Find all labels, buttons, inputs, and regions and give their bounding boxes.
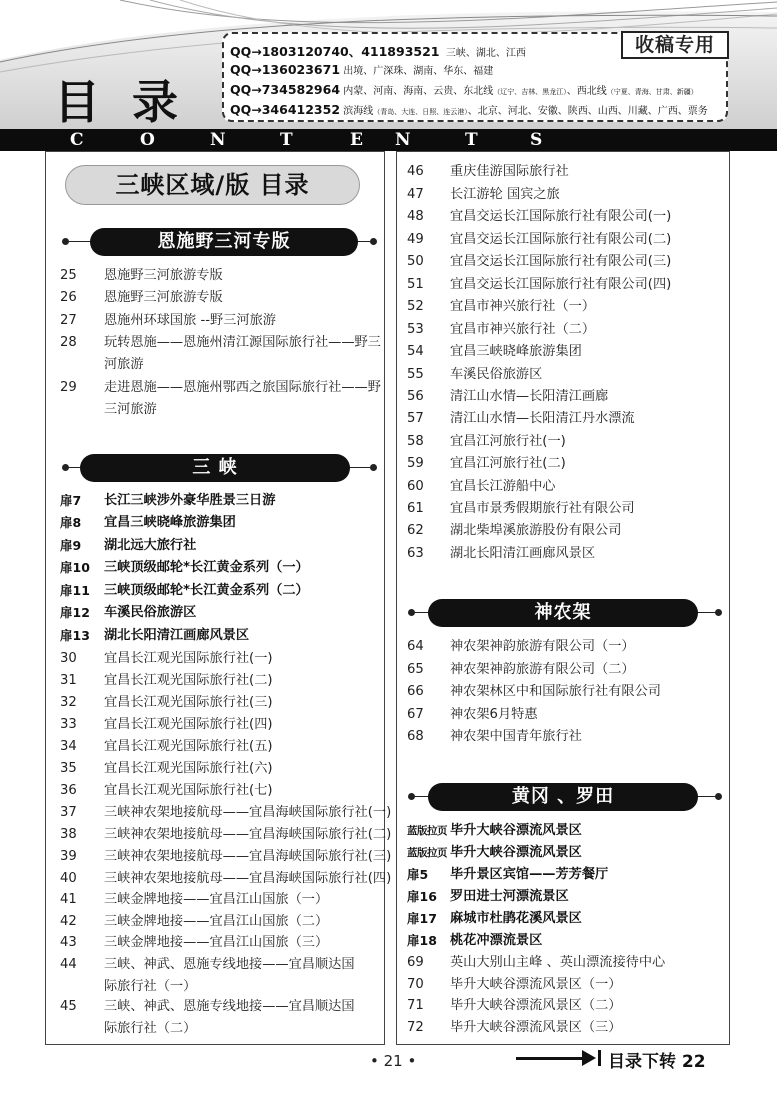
- qq-number: 1803120740、411893521: [261, 44, 440, 59]
- entry-title: 神农架6月特惠: [450, 707, 538, 722]
- bullet-dot: [715, 793, 722, 800]
- entry-title: 湖北长阳清江画廊风景区: [104, 628, 250, 643]
- page-number: 66: [407, 684, 424, 699]
- page-number: 扉5: [407, 867, 429, 882]
- qq-regions-detail: （辽宁、吉林、黑龙江）: [493, 88, 567, 96]
- entry-title: 宜昌长江观光国际旅行社(六): [104, 761, 273, 776]
- entry-title: 重庆佳游国际旅行社: [450, 164, 569, 179]
- page-number: 44: [60, 957, 77, 972]
- entry-title: 玩转恩施——恩施州清江源国际旅行社——野三: [104, 335, 381, 350]
- entry-title: 清江山水情—长阳清江丹水漂流: [450, 411, 635, 426]
- bullet-dot: [370, 464, 377, 471]
- page-number: 51: [407, 277, 424, 292]
- section-title: 神农架: [428, 599, 698, 627]
- page-number: 37: [60, 805, 77, 820]
- entry-title: 宜昌市景秀假期旅行社有限公司: [450, 501, 635, 516]
- page-number: 45: [60, 999, 77, 1014]
- section-title: 黄冈 、罗田: [428, 783, 698, 811]
- page-number: 64: [407, 639, 424, 654]
- entry-title-continued: 三河旅游: [104, 402, 157, 417]
- entry-title-continued: 际旅行社（二）: [104, 1021, 197, 1036]
- page-number: 61: [407, 501, 424, 516]
- entry-title: 宜昌交运长江国际旅行社有限公司(四): [450, 277, 672, 292]
- page-number: 54: [407, 344, 424, 359]
- page-number: 28: [60, 335, 77, 350]
- qq-regions-detail: （宁夏、青海、甘肃、新疆）: [606, 88, 698, 96]
- entry-title: 宜昌交运长江国际旅行社有限公司(一): [450, 209, 672, 224]
- page-number: 扉13: [60, 628, 90, 643]
- entry-title: 宜昌长江观光国际旅行社(三): [104, 695, 273, 710]
- entry-title: 三峡金牌地接——宜昌江山国旅（二）: [104, 914, 329, 929]
- qq-line: [230, 82, 698, 97]
- page-header: [0, 0, 777, 152]
- entry-title: 宜昌江河旅行社(二): [450, 456, 566, 471]
- entry-title: 宜昌三峡晓峰旅游集团: [450, 344, 582, 359]
- page-number: 55: [407, 367, 424, 382]
- entry-title: 宜昌江河旅行社(一): [450, 434, 566, 449]
- main-heading: 三峡区域/版 目录: [65, 165, 360, 205]
- qq-regions-more: 、北京、河北、安徽、陕西、山西、川藏、广西、票务: [467, 106, 708, 117]
- page-number: 26: [60, 290, 77, 305]
- entry-title: 宜昌交运长江国际旅行社有限公司(三): [450, 254, 672, 269]
- page-number: 42: [60, 914, 77, 929]
- page-number: 60: [407, 479, 424, 494]
- entry-title: 恩施野三河旅游专版: [104, 268, 223, 283]
- page-number: 46: [407, 164, 424, 179]
- entry-title: 宜昌长江观光国际旅行社(七): [104, 783, 273, 798]
- qq-label: QQ→: [230, 102, 262, 117]
- contents-letter: C: [70, 130, 84, 150]
- entry-title: 麻城市杜鹃花溪风景区: [450, 911, 582, 926]
- qq-line: [230, 42, 526, 60]
- page-number: 63: [407, 546, 424, 561]
- page-number: 30: [60, 651, 77, 666]
- contents-letter: E: [350, 130, 363, 150]
- entry-title: 恩施州环球国旅 --野三河旅游: [104, 313, 276, 328]
- arrow-line: [516, 1057, 586, 1060]
- entry-title-continued: 际旅行社（一）: [104, 979, 197, 994]
- entry-title: 毕升大峡谷漂流风景区（二）: [450, 998, 622, 1013]
- page-number-footer: • 21 •: [370, 1052, 417, 1070]
- entry-title: 车溪民俗旅游区: [104, 605, 197, 620]
- page-number: 扉9: [60, 538, 82, 553]
- entry-title: 长江三峡涉外豪华胜景三日游: [104, 493, 276, 508]
- contents-letter: N: [395, 130, 411, 150]
- entry-title: 宜昌长江游船中心: [450, 479, 556, 494]
- entry-title: 宜昌市神兴旅行社（二）: [450, 322, 596, 337]
- contents-letter: N: [210, 130, 226, 150]
- page-number: 34: [60, 739, 77, 754]
- arrow-stop-bar: [598, 1050, 601, 1066]
- page-number: 52: [407, 299, 424, 314]
- entry-title: 神农架神韵旅游有限公司（一）: [450, 639, 635, 654]
- contents-letter: O: [140, 130, 155, 150]
- entry-title: 英山大别山主峰 、英山漂流接待中心: [450, 955, 666, 970]
- qq-line: [230, 62, 493, 77]
- contents-letter: S: [530, 130, 543, 150]
- entry-title: 长江游轮 国宾之旅: [450, 187, 560, 202]
- page-number: 65: [407, 662, 424, 677]
- page-number: 48: [407, 209, 424, 224]
- page-number: 62: [407, 523, 424, 538]
- entry-title: 三峡金牌地接——宜昌江山国旅（三）: [104, 935, 329, 950]
- entry-title: 宜昌市神兴旅行社（一）: [450, 299, 596, 314]
- contents-letter: T: [465, 130, 478, 150]
- entry-title: 湖北长阳清江画廊风景区: [450, 546, 596, 561]
- section-header-enshi: [58, 228, 380, 256]
- entry-title: 宜昌长江观光国际旅行社(二): [104, 673, 273, 688]
- qq-number: 734582964: [261, 82, 341, 97]
- entry-title: 罗田进士河漂流景区: [450, 889, 569, 904]
- entry-title: 神农架林区中和国际旅行社有限公司: [450, 684, 661, 699]
- entry-title: 三峡神农架地接航母——宜昌海峡国际旅行社(一): [104, 805, 392, 820]
- section-header-sanxia: [58, 454, 380, 482]
- page-number: 40: [60, 871, 77, 886]
- entry-title: 毕升大峡谷漂流风景区（三）: [450, 1020, 622, 1035]
- section-header-shennongjia: [404, 599, 726, 627]
- section-header-huanggang: [404, 783, 726, 811]
- qq-label: QQ→: [230, 62, 262, 77]
- qq-regions-more: 、西北线: [566, 86, 607, 97]
- page-title: 目 录: [54, 75, 187, 129]
- entry-title: 毕升大峡谷漂流风景区: [450, 845, 582, 860]
- page-number: 35: [60, 761, 77, 776]
- page-number: 扉16: [407, 889, 437, 904]
- entry-title: 三峡神农架地接航母——宜昌海峡国际旅行社(三): [104, 849, 392, 864]
- page-number: 49: [407, 232, 424, 247]
- qq-number: 346412352: [261, 102, 341, 117]
- page-number: 47: [407, 187, 424, 202]
- entry-title: 恩施野三河旅游专版: [104, 290, 223, 305]
- page-number: 扉8: [60, 515, 82, 530]
- entry-title: 毕升大峡谷漂流风景区: [450, 823, 582, 838]
- entry-title: 三峡金牌地接——宜昌江山国旅（一）: [104, 892, 329, 907]
- continue-label: 目录下转 22: [608, 1052, 706, 1072]
- entry-title: 毕升大峡谷漂流风景区（一）: [450, 977, 622, 992]
- section-title: 恩施野三河专版: [90, 228, 358, 256]
- bullet-dot: [370, 238, 377, 245]
- page-number: 70: [407, 977, 424, 992]
- page-number: 69: [407, 955, 424, 970]
- page-number: 扉7: [60, 493, 82, 508]
- entry-title: 三峡、神武、恩施专线地接——宜昌顺达国: [104, 957, 355, 972]
- contents-letter: T: [280, 130, 293, 150]
- entry-title: 三峡、神武、恩施专线地接——宜昌顺达国: [104, 999, 355, 1014]
- entry-title: 神农架中国青年旅行社: [450, 729, 582, 744]
- entry-title: 三峡顶级邮轮*长江黄金系列（一）: [104, 560, 309, 575]
- page-number: 59: [407, 456, 424, 471]
- submission-stamp: 收稿专用: [621, 31, 729, 59]
- entry-title: 走进恩施——恩施州鄂西之旅国际旅行社——野: [104, 380, 381, 395]
- entry-title: 神农架神韵旅游有限公司（二）: [450, 662, 635, 677]
- page-number: 53: [407, 322, 424, 337]
- qq-regions: 内蒙、河南、海南、云贵、东北线: [343, 86, 494, 97]
- entry-title: 清江山水情—长阳清江画廊: [450, 389, 609, 404]
- page-number: 扉18: [407, 933, 437, 948]
- entry-title: 宜昌三峡晓峰旅游集团: [104, 515, 236, 530]
- bullet-dot: [715, 609, 722, 616]
- page-number: 扉17: [407, 911, 437, 926]
- page-number: 41: [60, 892, 77, 907]
- section-title: 三 峡: [80, 454, 350, 482]
- page-number: 39: [60, 849, 77, 864]
- qq-label: QQ→: [230, 44, 262, 59]
- page-number: 43: [60, 935, 77, 950]
- page-number: 32: [60, 695, 77, 710]
- page-number: 27: [60, 313, 77, 328]
- arrow-right-icon: [582, 1050, 596, 1066]
- page-number: 57: [407, 411, 424, 426]
- entry-title: 三峡顶级邮轮*长江黄金系列（二）: [104, 583, 309, 598]
- entry-title: 宜昌交运长江国际旅行社有限公司(二): [450, 232, 672, 247]
- page-number: 31: [60, 673, 77, 688]
- qq-regions: 出境、广深珠、湖南、华东、福建: [343, 66, 494, 77]
- page-number: 67: [407, 707, 424, 722]
- entry-title: 三峡神农架地接航母——宜昌海峡国际旅行社(四): [104, 871, 392, 886]
- qq-label: QQ→: [230, 82, 262, 97]
- page-number: 蓝版拉页: [407, 847, 447, 859]
- page-number: 25: [60, 268, 77, 283]
- page-number: 扉12: [60, 605, 90, 620]
- page-number: 56: [407, 389, 424, 404]
- entry-title: 车溪民俗旅游区: [450, 367, 543, 382]
- qq-regions-detail: （青岛、大连、日照、连云港）: [373, 108, 468, 116]
- page-number: 36: [60, 783, 77, 798]
- qq-regions: 滨海线: [343, 106, 374, 117]
- qq-line: [230, 102, 708, 117]
- page-number: 扉10: [60, 560, 90, 575]
- qq-regions: 三峡、湖北、江西: [445, 48, 526, 59]
- page-number: 33: [60, 717, 77, 732]
- entry-title: 桃花冲漂流景区: [450, 933, 543, 948]
- entry-title: 宜昌长江观光国际旅行社(五): [104, 739, 273, 754]
- entry-title-continued: 河旅游: [104, 357, 144, 372]
- entry-title: 宜昌长江观光国际旅行社(四): [104, 717, 273, 732]
- entry-title: 毕升景区宾馆——芳芳餐厅: [450, 867, 609, 882]
- page-number: 蓝版拉页: [407, 825, 447, 837]
- entry-title: 宜昌长江观光国际旅行社(一): [104, 651, 273, 666]
- page-number: 71: [407, 998, 424, 1013]
- page-number: 50: [407, 254, 424, 269]
- entry-title: 湖北远大旅行社: [104, 538, 197, 553]
- qq-number: 136023671: [261, 62, 341, 77]
- page-number: 38: [60, 827, 77, 842]
- entry-title: 三峡神农架地接航母——宜昌海峡国际旅行社(二): [104, 827, 392, 842]
- page-number: 68: [407, 729, 424, 744]
- contents-bar: [0, 129, 777, 151]
- page-number: 29: [60, 380, 77, 395]
- page-number: 扉11: [60, 583, 90, 598]
- page-number: 72: [407, 1020, 424, 1035]
- entry-title: 湖北柴埠溪旅游股份有限公司: [450, 523, 622, 538]
- page-number: 58: [407, 434, 424, 449]
